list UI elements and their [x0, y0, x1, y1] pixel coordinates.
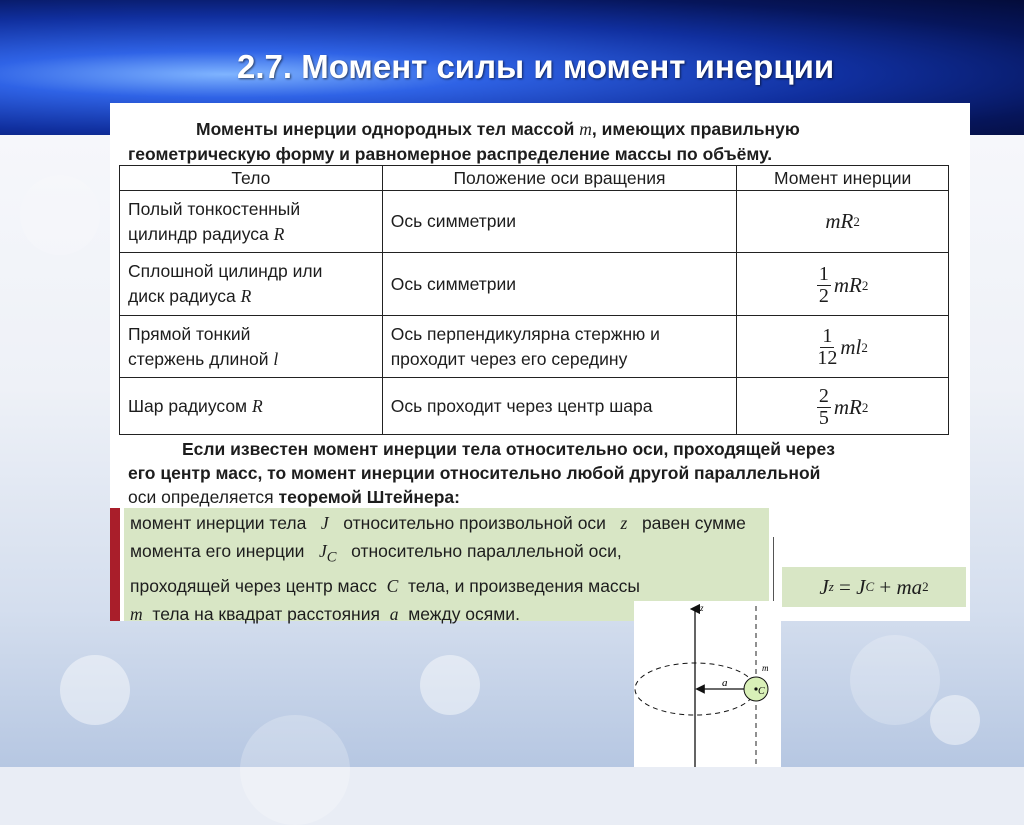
paragraph-line: его центр масс, то момент инерции относительно любой другой параллельной — [128, 463, 821, 483]
table-caption — [128, 117, 958, 167]
diagram-svg — [634, 601, 781, 767]
fraction-denominator: 2 — [818, 284, 829, 307]
formula-power: 2 — [853, 213, 860, 229]
inertia-formula — [817, 264, 869, 307]
bokeh-light — [850, 635, 940, 725]
body-cell — [120, 253, 383, 315]
fraction-numerator: 1 — [822, 325, 833, 348]
center-variable: C — [386, 575, 399, 596]
theorem-name: теоремой Штейнера: — [278, 487, 460, 507]
formula-term: ml — [840, 335, 862, 360]
paragraph-line: Если известен момент инерции тела относительно оси, проходящей через — [182, 439, 835, 459]
fraction-denominator: 12 — [817, 347, 838, 370]
caption-text: Моменты инерции однородных тел массой — [196, 119, 575, 139]
inertia-formula — [825, 209, 860, 234]
moment-cell — [737, 315, 949, 377]
variable-subscript: C — [326, 549, 337, 566]
equation-symbol: J — [856, 574, 866, 599]
bokeh-light — [20, 175, 100, 255]
bokeh-light — [240, 715, 350, 825]
body-name: цилиндр радиуса — [128, 223, 269, 244]
slide-title: 2.7. Момент силы и момент инерции — [237, 48, 835, 85]
axis-description: Ось симметрии — [390, 211, 517, 232]
axis-cell — [382, 378, 737, 435]
axis-cell — [382, 315, 737, 377]
equation-subscript: C — [865, 579, 875, 594]
table-row — [120, 378, 949, 435]
column-header-moment: Момент инерции — [737, 166, 949, 191]
theorem-text: тела на квадрат расстояния — [152, 603, 380, 624]
distance-variable: a — [389, 603, 399, 624]
fraction-denominator: 5 — [818, 406, 829, 429]
axis-description: Ось перпендикулярна стержню и — [390, 323, 660, 344]
theorem-text: между осями. — [408, 603, 520, 624]
dimension-variable: R — [273, 223, 285, 244]
theorem-text: относительно параллельной оси, — [351, 541, 622, 561]
column-header-axis: Положение оси вращения — [382, 166, 737, 191]
inertia-formula — [817, 386, 869, 429]
bokeh-light — [930, 695, 980, 745]
steiner-equation — [782, 567, 966, 607]
equation-subscript: z — [828, 579, 834, 594]
paragraph-line — [128, 485, 950, 509]
mass-label: m — [762, 663, 769, 673]
formula-term: mR — [833, 394, 862, 419]
equation-symbol: ma — [896, 574, 923, 599]
formula-power: 2 — [861, 277, 869, 293]
body-name: стержень длиной — [128, 348, 269, 369]
caption-line-1 — [128, 117, 958, 142]
equals-sign: = — [839, 574, 851, 599]
axis-description: Ось проходит через центр шара — [390, 395, 653, 416]
variable-symbol: J — [319, 541, 327, 561]
paragraph-text: оси определяется — [128, 487, 274, 507]
content-panel — [110, 103, 970, 624]
formula-term: mR — [833, 272, 862, 297]
body-cell — [120, 378, 383, 435]
table-header-row — [120, 166, 949, 191]
formula-power: 2 — [861, 399, 869, 415]
bokeh-light — [420, 655, 480, 715]
caption-text: , имеющих правильную — [591, 119, 800, 139]
theorem-line — [130, 509, 770, 537]
caption-line-2: геометрическую форму и равномерное распределение массы по объёму. — [128, 144, 773, 164]
formula-power: 2 — [861, 340, 868, 356]
theorem-text: относительно произвольной оси — [343, 513, 606, 533]
formula-term: mR — [825, 208, 854, 233]
dimension-variable: R — [251, 395, 263, 416]
inertia-table — [119, 165, 949, 435]
moment-cell — [737, 191, 949, 253]
table-row — [120, 253, 949, 315]
moment-cell — [737, 253, 949, 315]
inertia-variable: J — [320, 513, 329, 533]
formula-fraction — [817, 264, 831, 307]
body-name: Прямой тонкий — [128, 323, 251, 344]
mass-symbol: m — [579, 119, 592, 139]
body-name: Шар радиусом — [128, 395, 248, 416]
axis-description: Ось симметрии — [390, 273, 517, 294]
body-name: Полый тонкостенный — [128, 198, 301, 219]
equation-symbol: J — [819, 574, 829, 599]
theorem-line — [130, 572, 770, 600]
moment-cell — [737, 378, 949, 435]
axis-cell — [382, 191, 737, 253]
theorem-text: момент инерции тела — [130, 513, 307, 533]
distance-label: a — [722, 677, 728, 689]
formula-fraction — [817, 386, 831, 429]
axis-variable: z — [620, 513, 628, 533]
table-row — [120, 315, 949, 377]
table-row — [120, 191, 949, 253]
bokeh-light — [60, 655, 130, 725]
dimension-variable: l — [273, 348, 279, 369]
z-axis-label: z — [700, 603, 704, 613]
fraction-numerator: 1 — [818, 262, 829, 285]
dimension-variable: R — [240, 286, 252, 307]
inertia-variable — [319, 541, 337, 566]
column-header-body: Тело — [120, 166, 383, 191]
theorem-text: момента его инерции — [130, 541, 305, 561]
fraction-numerator: 2 — [818, 384, 829, 407]
equation-power: 2 — [922, 579, 929, 594]
steiner-diagram — [634, 601, 781, 767]
body-name: диск радиуса — [128, 286, 236, 307]
axis-description: проходит через его середину — [390, 348, 628, 369]
theorem-text: проходящей через центр масс — [130, 575, 377, 596]
theorem-text: равен сумме — [641, 513, 746, 533]
center-label: C — [758, 686, 765, 697]
axis-cell — [382, 253, 737, 315]
theorem-accent-bar — [110, 508, 120, 621]
inertia-formula — [817, 326, 868, 369]
theorem-text: тела, и произведения массы — [407, 575, 641, 596]
body-name: Сплошной цилиндр или — [128, 261, 323, 282]
body-cell — [120, 191, 383, 253]
steiner-intro — [128, 437, 950, 509]
formula-fraction — [817, 326, 837, 369]
mass-variable: m — [130, 603, 143, 624]
plus-sign: + — [879, 574, 892, 599]
theorem-line — [130, 537, 770, 572]
body-cell — [120, 315, 383, 377]
